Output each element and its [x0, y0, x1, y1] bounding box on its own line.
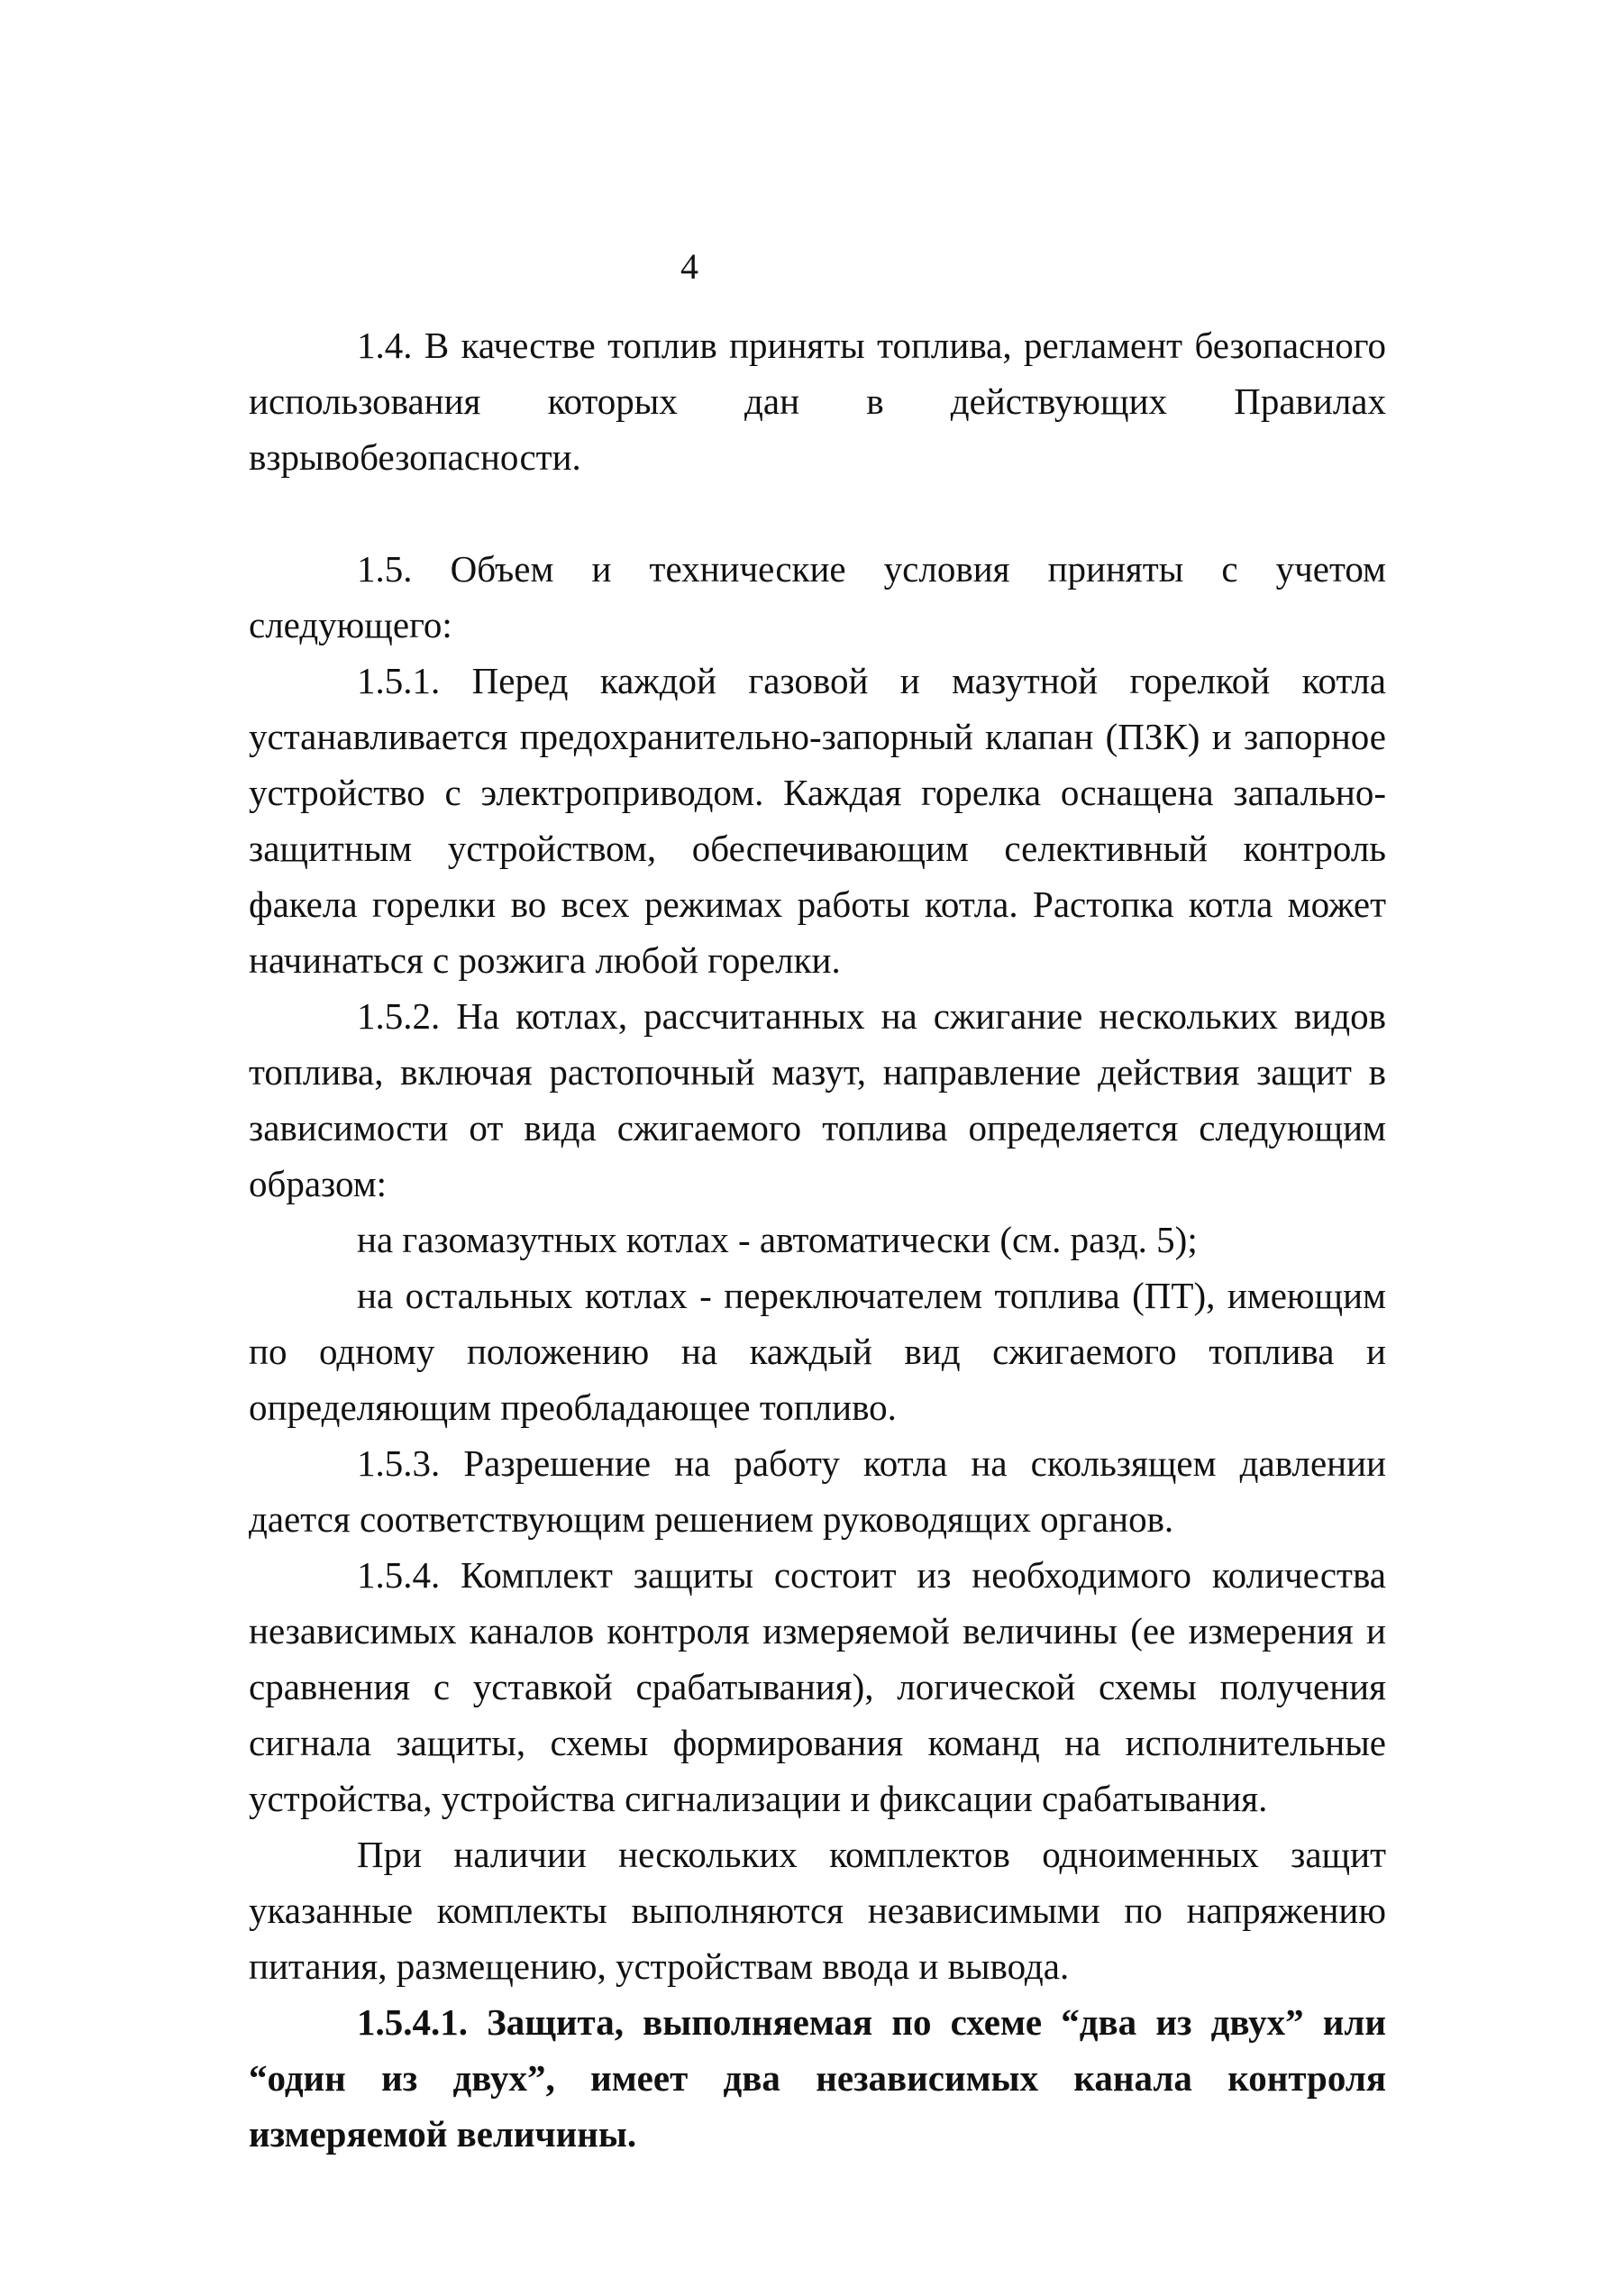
paragraph-1-5-4-1: 1.5.4.1. Защита, выполняемая по схеме “два из двух” или “один из двух”, имеет два независимых канала контроля измеряемой величины.	[249, 2001, 1386, 2155]
document-body	[249, 317, 1386, 2162]
paragraph-other-boilers: на остальных котлах - переключателем топлива (ПТ), имеющим по одному положению на каждый вид сжигаемого топлива и определяющим преобладающее топливо.	[249, 1275, 1386, 1428]
paragraph-1-5-3: 1.5.3. Разрешение на работу котла на скользящем давлении дается соответствующим решением руководящих органов.	[249, 1442, 1386, 1540]
paragraph-1-4: 1.4. В качестве топлив приняты топлива, регламент безопасного использования которых дан в действующих Правилах взрывобезопасности.	[249, 325, 1386, 478]
paragraph-1-5: 1.5. Объем и технические условия приняты с учетом следующего:	[249, 548, 1386, 645]
page-number: 4	[680, 246, 698, 287]
paragraph-1-5-4: 1.5.4. Комплект защиты состоит из необходимого количества независимых каналов контроля измеряемой величины (ее измерения и сравнения с уставкой срабатывания), логической схемы получения сигнала защиты, схемы формирования команд на исполнительные устройства, устройства сигнализации и фиксации срабатывания.	[249, 1554, 1386, 1819]
paragraph-gas-oil-boilers: на газомазутных котлах - автоматически (см. разд. 5);	[357, 1219, 1198, 1260]
paragraph-multiple-sets: При наличии нескольких комплектов одноименных защит указанные комплекты выполняются независимыми по напряжению питания, размещению, устройствам ввода и вывода.	[249, 1834, 1386, 1987]
paragraph-1-5-2: 1.5.2. На котлах, рассчитанных на сжигание нескольких видов топлива, включая растопочный мазут, направление действия защит в зависимости от вида сжигаемого топлива определяется следующим образом:	[249, 995, 1386, 1204]
paragraph-1-5-1: 1.5.1. Перед каждой газовой и мазутной горелкой котла устанавливается предохранительно-запорный клапан (ПЗК) и запорное устройство с электроприводом. Каждая горелка оснащена запально-защитным устройством, обеспечивающим селективный контроль факела горелки во всех режимах работы котла. Растопка котла может начинаться с розжига любой горелки.	[249, 660, 1386, 981]
